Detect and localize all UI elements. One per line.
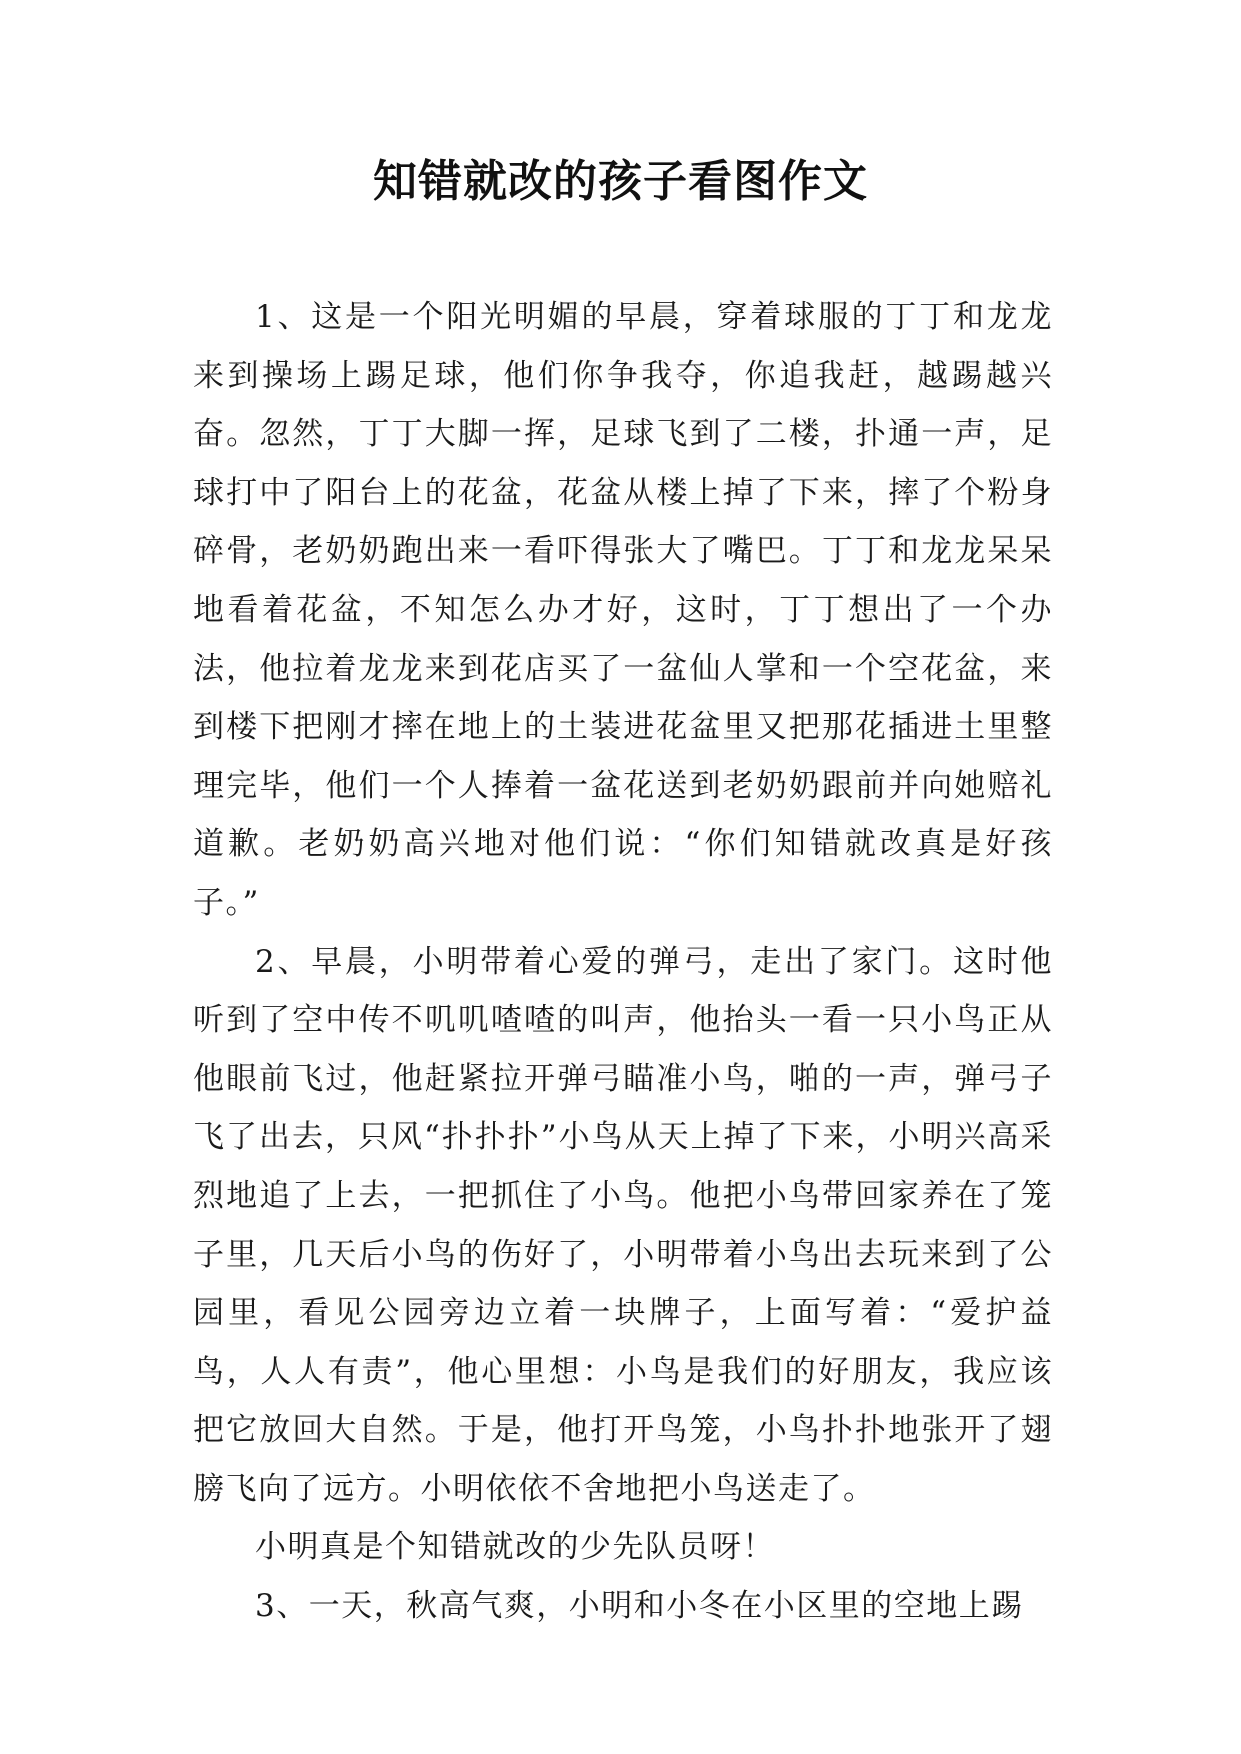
paragraph-1: 1、这是一个阳光明媚的早晨，穿着球服的丁丁和龙龙来到操场上踢足球，他们你争我夺，你追我赶，越踢越兴奋。忽然，丁丁大脚一挥，足球飞到了二楼，扑通一声，足球打中了阳台上的花盆，花盆从楼上掉了下来，摔了个粉身碎骨，老奶奶跑出来一看吓得张大了嘴巴。丁丁和龙龙呆呆地看着花盆，不知怎么办才好，这时，丁丁想出了一个办法，他拉着龙龙来到花店买了一盆仙人掌和一个空花盆，来到楼下把刚才摔在地上的土装进花盆里又把那花插进土里整理完毕，他们一个人捧着一盆花送到老奶奶跟前并向她赔礼道歉。老奶奶高兴地对他们说：“你们知错就改真是好孩子。” [193, 299, 1053, 921]
paragraph-2: 2、早晨，小明带着心爱的弹弓，走出了家门。这时他听到了空中传不叽叽喳喳的叫声，他抬头一看一只小鸟正从他眼前飞过，他赶紧拉开弹弓瞄准小鸟，啪的一声，弹弓子飞了出去，只风“扑扑扑”小鸟从天上掉了下来，小明兴高采烈地追了上去，一把抓住了小鸟。他把小鸟带回家养在了笼子里，几天后小鸟的伤好了，小明带着小鸟出去玩来到了公园里，看见公园旁边立着一块牌子，上面写着：“爱护益鸟，人人有责”，他心里想：小鸟是我们的好朋友，我应该把它放回大自然。于是，他打开鸟笼，小鸟扑扑地张开了翅膀飞向了远方。小明依依不舍地把小鸟送走了。 [193, 943, 1053, 1507]
paragraph-3: 小明真是个知错就改的少先队员呀！ [255, 1529, 775, 1566]
essay-body [193, 288, 1053, 1636]
paragraph-4: 3、一天，秋高气爽，小明和小冬在小区里的空地上踢 [255, 1588, 1024, 1625]
page-title: 知错就改的孩子看图作文 [373, 156, 868, 207]
